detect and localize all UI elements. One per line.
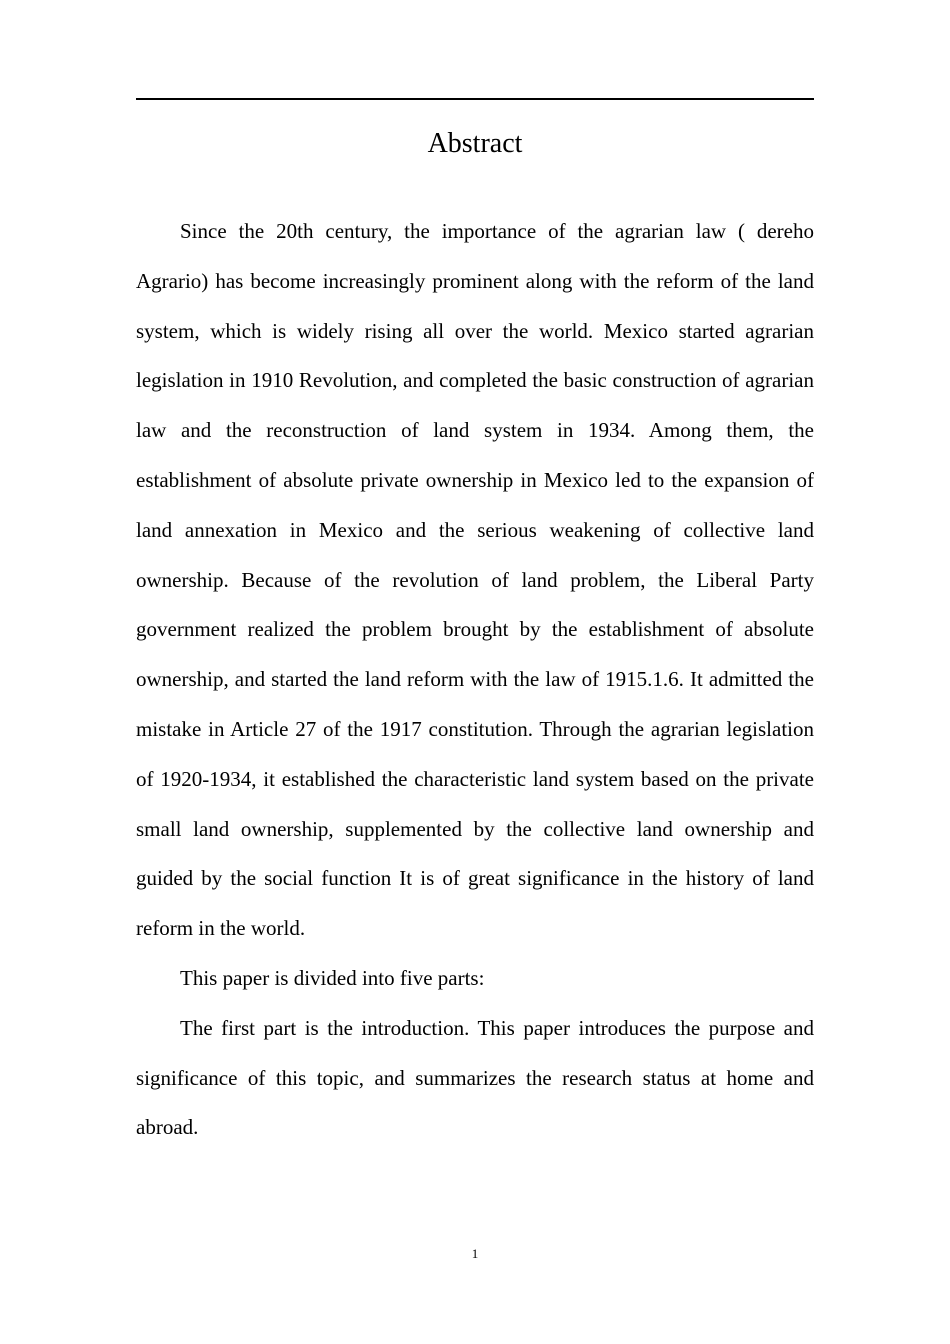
paragraph: This paper is divided into five parts: [180, 965, 485, 990]
abstract-body [136, 207, 814, 1153]
paragraph: The first part is the introduction. This paper introduces the purpose and significance of this topic, and summarizes the research status at home and abroad. [136, 1015, 814, 1140]
paragraph: Since the 20th century, the importance of the agrarian law ( dereho Agrario) has become increasingly prominent along with the reform of the land system, which is widely rising all over the world. Mexico started agrarian legislation in 1910 Revolution, and completed the basic construction of agrarian law and the reconstruction of land system in 1934. Among them, the establishment of absolute private ownership in Mexico led to the expansion of land annexation in Mexico and the serious weakening of collective land ownership. Because of the revolution of land problem, the Liberal Party government realized the problem brought by the establishment of absolute ownership, and started the land reform with the law of 1915.1.6. It admitted the mistake in Article 27 of the 1917 constitution. Through the agrarian legislation of 1920-1934, it established the characteristic land system based on the private small land ownership, supplemented by the collective land ownership and guided by the social function It is of great significance in the history of land reform in the world. [136, 219, 814, 941]
page-title: Abstract [427, 128, 523, 159]
header-rule [136, 98, 814, 100]
page-number: 1 [471, 1246, 479, 1261]
